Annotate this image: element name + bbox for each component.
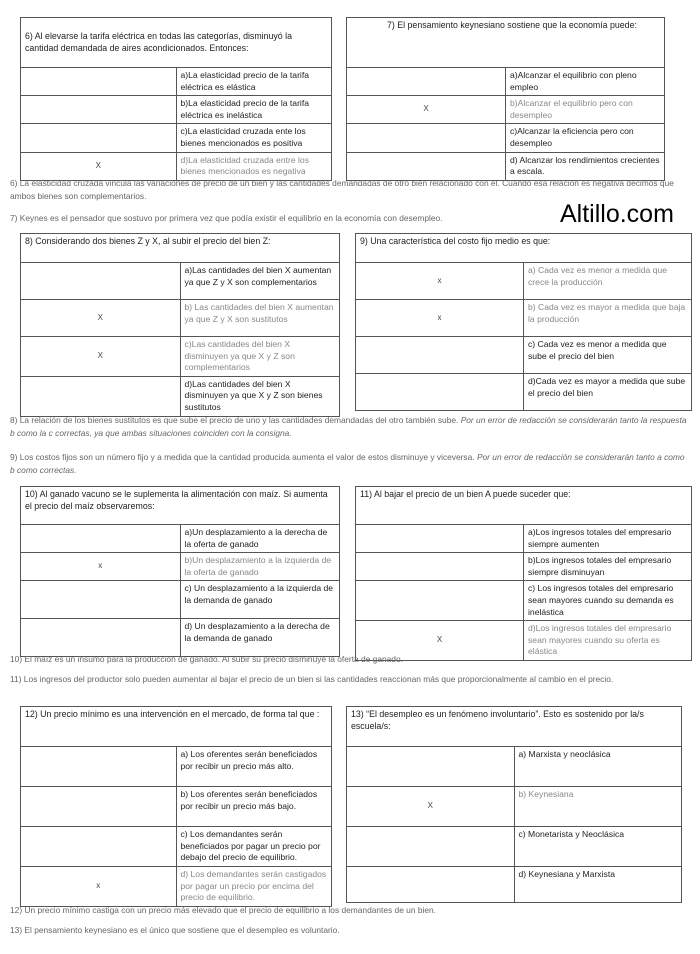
option-d: d) Keynesiana y Marxista [514, 867, 682, 903]
explanation-13: 13) El pensamiento keynesiano es el único que sostiene que el desempleo es voluntario. [10, 925, 340, 935]
explanation-9 [10, 451, 690, 476]
option-a: a) Cada vez es menor a medida que crece la producción [524, 263, 692, 300]
question-11-table [355, 486, 692, 661]
question-10-text: 10) Al ganado vacuno se le suplementa la alimentación con maíz. Si aumenta el precio del maíz observaremos: [21, 487, 340, 525]
question-13-text: 13) “El desempleo es un fenómeno involuntario”. Esto es sostenido por la/s escuela/s: [347, 707, 682, 747]
answer-mark [347, 747, 515, 787]
option-c: c) Un desplazamiento a la izquierda de la demanda de ganado [180, 581, 340, 619]
explanation-9-correction: Por un error de redacción se considerarán tanto a como b como correctas. [10, 452, 685, 475]
option-b: b) Cada vez es mayor a medida que baja la producción [524, 300, 692, 337]
option-c: c)La elasticidad cruzada ente los bienes mencionados es positiva [176, 124, 332, 152]
answer-mark: X [347, 787, 515, 827]
option-a: a)Un desplazamiento a la derecha de la oferta de ganado [180, 525, 340, 553]
answer-mark [356, 374, 524, 411]
answer-mark [21, 619, 181, 657]
answer-mark: x [21, 867, 177, 907]
answer-mark [21, 581, 181, 619]
answer-mark [21, 124, 177, 152]
answer-mark [347, 867, 515, 903]
answer-mark: x [356, 300, 524, 337]
option-d: d) Alcanzar los rendimientos crecientes a escala. [506, 152, 665, 180]
question-12-table [20, 706, 332, 907]
answer-mark: X [21, 152, 177, 180]
option-a: a)Los ingresos totales del empresario siempre aumenten [524, 525, 692, 553]
option-b: b) Los oferentes serán beneficiados por recibir un precio más bajo. [176, 787, 332, 827]
answer-mark: X [21, 300, 181, 337]
answer-mark [21, 96, 177, 124]
option-c: c) Monetarista y Neoclásica [514, 827, 682, 867]
answer-mark [21, 263, 181, 300]
option-b: b) Las cantidades del bien X aumentan ya que Z y X son sustitutos [180, 300, 340, 337]
option-b: b)Un desplazamiento a la izquierda de la oferta de ganado [180, 553, 340, 581]
answer-mark [356, 581, 524, 621]
option-d: d)La elasticidad cruzada entre los bienes mencionados es negativa [176, 152, 332, 180]
question-10-table [20, 486, 340, 657]
option-b: b)Los ingresos totales del empresario siempre disminuyan [524, 553, 692, 581]
option-d: d) Un desplazamiento a la derecha de la demanda de ganado [180, 619, 340, 657]
option-c: c) Los demandantes serán beneficiados por pagar un precio por debajo del precio de equilibrio. [176, 827, 332, 867]
answer-mark: x [356, 263, 524, 300]
option-d: d)Las cantidades del bien X disminuyen ya que X y Z son bienes sustitutos [180, 376, 340, 416]
question-11-text: 11) Al bajar el precio de un bien A puede suceder que: [356, 487, 692, 525]
option-b: b)La elasticidad precio de la tarifa eléctrica es inelástica [176, 96, 332, 124]
explanation-12: 12) Un precio mínimo castiga con un precio más elevado que el precio de equilibrio a los demandantes de un bien. [10, 905, 436, 915]
option-a: a) Marxista y neoclásica [514, 747, 682, 787]
option-c: c) Los ingresos totales del empresario sean mayores cuando su demanda es inelástica [524, 581, 692, 621]
option-a: a)Alcanzar el equilibrio con pleno empleo [506, 68, 665, 96]
answer-mark [347, 827, 515, 867]
explanation-8-correction: Por un error de redacción se considerarán tanto la respuesta b como la c correctas, ya que ambas situaciones coinciden con la consigna. [10, 415, 687, 438]
answer-mark [347, 68, 506, 96]
option-c: c)Alcanzar la eficiencia pero con desempleo [506, 124, 665, 152]
answer-mark: X [21, 337, 181, 377]
explanation-8-text: 8) La relación de los bienes sustitutos es que sube el precio de uno y las cantidades demandadas del otro también sube. [10, 415, 461, 425]
explanation-6: 6) La elasticidad cruzada vincula las variaciones de precio de un bien y las cantidades demandadas de otro bien relacionado con él. Cuando esa relación es negativa decimos que ambos bienes son complementarios. [10, 178, 674, 201]
question-7-table [346, 17, 665, 181]
explanation-7: 7) Keynes es el pensador que sostuvo por primera vez que podía existir el equilibrio en la economía con desempleo. [10, 213, 443, 223]
answer-mark [21, 787, 177, 827]
question-6-text: 6) Al elevarse la tarifa eléctrica en todas las categorías, disminuyó la cantidad demandada de aires acondicionados. Entonces: [21, 18, 332, 68]
explanation-9-text: 9) Los costos fijos son un número fijo y a medida que la cantidad producida aumenta el valor de estos disminuye y viceversa. [10, 452, 477, 462]
option-a: a)La elasticidad precio de la tarifa eléctrica es elástica [176, 68, 332, 96]
answer-mark [356, 525, 524, 553]
answer-mark [21, 747, 177, 787]
answer-mark [21, 525, 181, 553]
option-b: b) Keynesiana [514, 787, 682, 827]
question-8-table [20, 233, 340, 417]
option-b: b)Alcanzar el equilibrio pero con desempleo [506, 96, 665, 124]
option-c: c)Las cantidades del bien X disminuyen ya que X y Z son complementarios [180, 337, 340, 377]
question-12-text: 12) Un precio mínimo es una intervención en el mercado, de forma tal que : [21, 707, 332, 747]
question-8-text: 8) Considerando dos bienes Z y X, al subir el precio del bien Z: [21, 234, 340, 263]
option-d: d)Los ingresos totales del empresario sean mayores cuando su oferta es elástica [524, 621, 692, 661]
explanation-8 [10, 414, 690, 439]
answer-mark: X [347, 96, 506, 124]
option-a: a)Las cantidades del bien X aumentan ya que Z y X son complementarios [180, 263, 340, 300]
option-d: d)Cada vez es mayor a medida que sube el precio del bien [524, 374, 692, 411]
altillo-logo: Altillo.com [560, 200, 674, 228]
option-d: d) Los demandantes serán castigados por pagar un precio por encima del precio de equilibrio. [176, 867, 332, 907]
question-13-table [346, 706, 682, 903]
option-a: a) Los oferentes serán beneficiados por recibir un precio más alto. [176, 747, 332, 787]
question-7-text: 7) El pensamiento keynesiano sostiene que la economía puede: [347, 18, 665, 68]
answer-mark: X [356, 621, 524, 661]
explanation-11: 11) Los ingresos del productor solo pueden aumentar al bajar el precio de un bien si las cantidades reaccionan más que proporcionalmente al cambio en el precio. [10, 674, 614, 684]
question-9-text: 9) Una característica del costo fijo medio es que: [356, 234, 692, 263]
answer-mark: x [21, 553, 181, 581]
question-6-table [20, 17, 332, 181]
answer-mark [21, 376, 181, 416]
answer-mark [356, 553, 524, 581]
answer-mark [356, 337, 524, 374]
explanation-10: 10) El maíz es un insumo para la producción de ganado. Al subir su precio disminuye la oferta de ganado. [10, 654, 403, 664]
answer-mark [21, 68, 177, 96]
question-9-table [355, 233, 692, 411]
answer-mark [21, 827, 177, 867]
answer-mark [347, 124, 506, 152]
option-c: c) Cada vez es menor a medida que sube el precio del bien [524, 337, 692, 374]
